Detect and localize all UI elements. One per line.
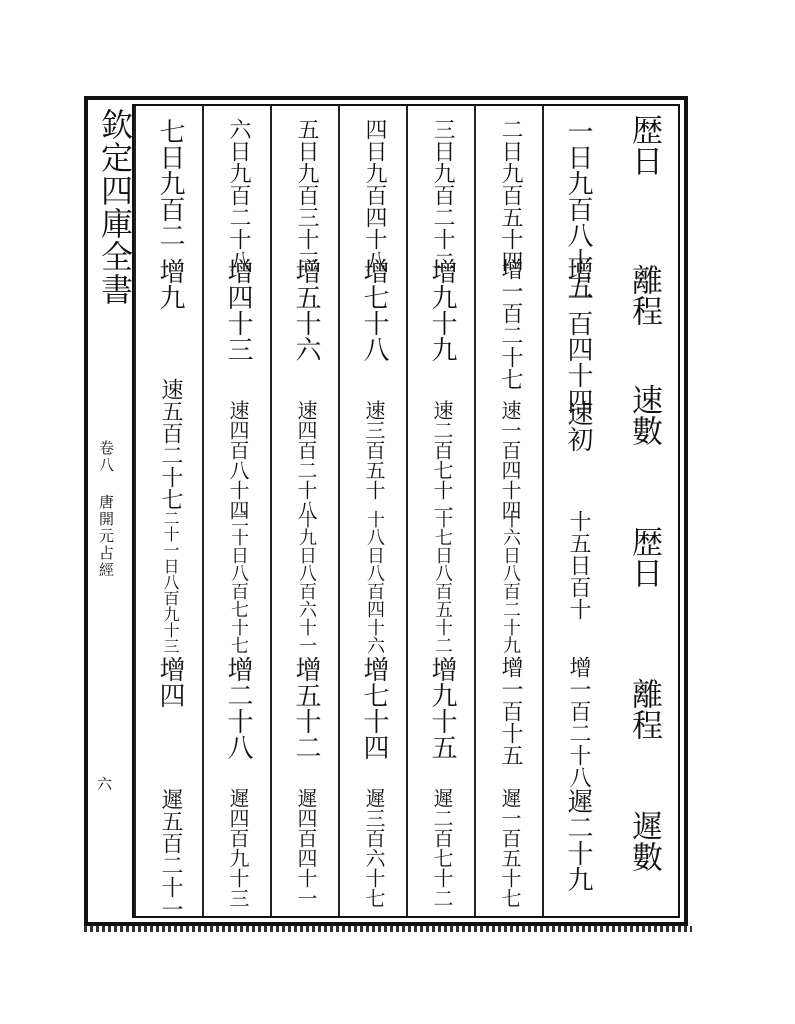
- table-cell: 增九十九: [427, 258, 457, 362]
- table-row: [202, 106, 270, 916]
- table-cell: 增九: [155, 258, 185, 310]
- header-cell: 離程: [626, 678, 662, 740]
- header-cell: 遲數: [626, 810, 662, 872]
- header-cell: 歴日: [626, 114, 662, 176]
- table-cell: 增七十八: [359, 258, 389, 362]
- table-cell: 速三百五十: [362, 400, 386, 500]
- table-cell: 增一百二十八: [566, 656, 591, 788]
- table-cell: 增一百十五: [498, 656, 523, 766]
- table-cell: 遲一百五十七: [498, 788, 522, 908]
- table-cell: 速五百二十七: [158, 378, 183, 510]
- table-cell: 增四十三: [223, 258, 253, 362]
- table: [134, 106, 678, 920]
- header-cell: 歴日: [626, 526, 662, 588]
- table-row: [338, 106, 406, 916]
- table-cell: 二十日八百七十七: [228, 510, 249, 654]
- table-cell: 遲二十九: [563, 788, 593, 892]
- table-cell: 十九日八百六十一: [296, 510, 317, 654]
- table-cell: 十六日八百二十九: [500, 510, 521, 654]
- table-cell: 遲四百四十一: [294, 788, 318, 908]
- table-cell: 十五日百十: [566, 510, 591, 620]
- bottom-rule: [84, 926, 692, 932]
- table-cell: 速四百二十八: [294, 400, 318, 520]
- table-cell: 增五十六: [291, 258, 321, 362]
- table-cell: 增五十二: [291, 656, 321, 760]
- table-cell: 速二百七十一: [430, 400, 454, 520]
- section-title: 卷八 唐開元占經: [97, 440, 115, 579]
- table-cell: 四日九百四十八: [362, 118, 387, 272]
- table-cell: 增一百二十七: [498, 258, 523, 390]
- table-cell: 遲五百二十一: [158, 788, 183, 920]
- header-cell: 離程: [626, 264, 662, 326]
- table-cell: 速四百八十四: [226, 400, 250, 520]
- leaf-number: 六: [95, 776, 113, 791]
- table-cell: 增九十五: [427, 656, 457, 760]
- table-cell: 一日九百八十五: [563, 118, 593, 300]
- table-row: [542, 106, 610, 916]
- table-cell: 五日九百三十三: [294, 118, 319, 272]
- page: [84, 96, 692, 930]
- table-cell: 二十一日八百九十三: [161, 510, 180, 654]
- margin-strip: [88, 100, 132, 922]
- table-cell: 增七十四: [359, 656, 389, 760]
- table-cell: 十七日八百五十二: [432, 510, 453, 654]
- table-row: [474, 106, 542, 916]
- table-cell: 七日九百二: [155, 118, 185, 248]
- table-cell: 二日九百五十四: [498, 118, 523, 272]
- table-cell: 十八日八百四十六: [364, 510, 385, 654]
- table-row: [134, 106, 202, 920]
- table-cell: 三日九百二十二: [430, 118, 455, 272]
- table-cell: 增二十八: [223, 656, 253, 760]
- table-cell: 六日九百二十八: [226, 118, 251, 272]
- table-cell: 速一百四十四: [498, 400, 522, 520]
- book-title: 欽定四庫全書: [96, 108, 134, 306]
- table-cell: 遲二百七十二: [430, 788, 454, 908]
- table-cell: 遲三百六十七: [362, 788, 386, 908]
- table-row: [406, 106, 474, 916]
- table-row: [270, 106, 338, 916]
- table-header-column: [610, 106, 678, 916]
- table-cell: 遲四百九十三: [226, 788, 250, 908]
- table-cell: 速初: [563, 400, 593, 452]
- table-cell: 增四: [155, 656, 185, 708]
- table-cell: 增一百四十四: [563, 258, 593, 414]
- header-cell: 速數: [626, 384, 662, 446]
